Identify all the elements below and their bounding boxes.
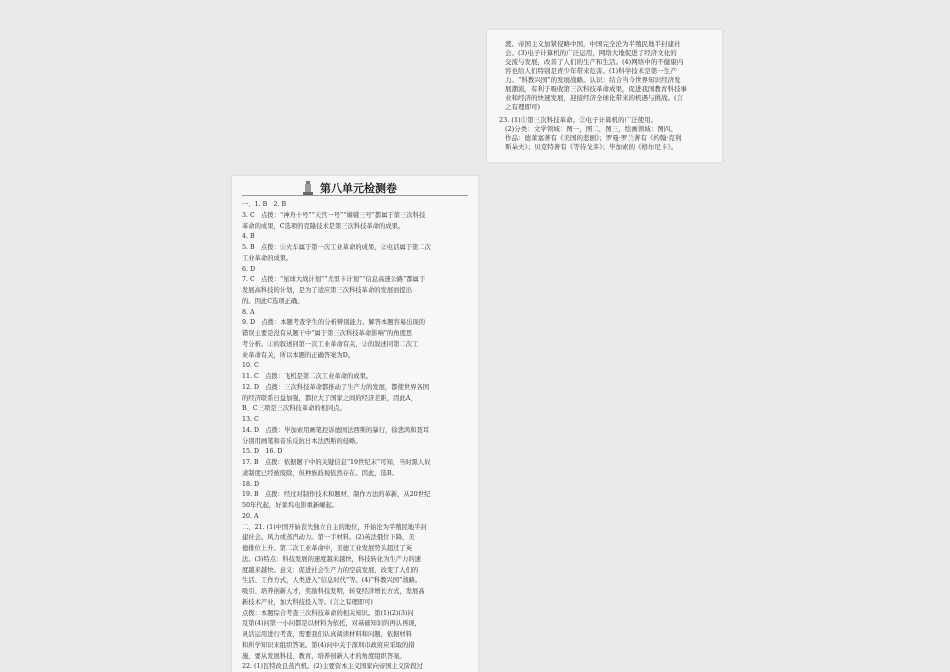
text-line: 点拨：本题综合考查三次科技革命的相关知识。第(1)(2)(3)问 [242,609,414,617]
text-line: 一、1. B 2. B [242,201,287,208]
text-line: 10. C [242,362,259,370]
text-line: 隶制度已经被废除，但种族歧视依然存在。因此，选B。 [242,469,398,477]
text-line: 14. D 点拨：毕加索用画笔控诉德国法西斯的暴行，徐悲鸿和聂耳 [242,426,430,434]
text-line: 19. B 点拨：经过对制作技术和题材、制作方法的革新，从20世纪 [242,491,431,499]
text-line: 作品：德莱塞著有《美国的悲剧》；罗曼·罗兰著有《约翰·克利 [505,134,682,142]
text-line: 斯朵夫》；贝克特著有《等待戈多》；毕加索的《格尔尼卡》。 [505,143,678,151]
text-line: 15. D 16. D [242,448,283,456]
text-line: 考分析。①的叙述同第一次工业革命有关，②的叙述同第二次工 [242,340,419,348]
text-line: 灵活运用进行考查，需要我们认真阅读材料和问题，依据材料 [242,631,413,638]
text-line: 11. C 点拨：飞机是第二次工业革命的成果。 [242,373,373,380]
text-line: 业革命有关，所以本题的正确答案为D。 [242,351,355,359]
text-line: 18. D [242,480,260,488]
text-line: 5. B 点拨：①火车属于第一次工业革命的成果，②电话属于第二次 [242,244,431,251]
text-line: 度越来越快。意义：促进社会生产力的空前发展，改变了人们的 [242,566,419,574]
text-line: 德排位上升。第二次工业革命中，美德工业发展势头超过了英 [242,545,413,552]
text-line: 分别用画笔和音乐反抗日本法西斯的侵略。 [242,437,362,445]
text-line: 生活、工作方式，人类进入“信息时代”等。(4)“科教兴国”战略。 [242,577,422,585]
text-line: 革命的成果，C选项的克隆技术是第三次科技革命的成果。 [242,222,405,230]
text-line: 错误主要是没有从题干中“属于第三次科技革命影响”的角度思 [242,330,413,337]
text-line: 发展高科技的计划，是为了适应第三次科技革命的发展而提出 [242,287,413,294]
text-line: 4. B [242,233,255,241]
text-line: 交流与发展，改善了人们的生产和生活。(4)网络中的不健康内 [505,58,684,66]
text-line: 法。(3)特点：科技发展的速度越来越快，科技转化为生产力的速 [242,555,421,563]
text-line: 及第(4)问第一小问都是以材料为依托，对基础知识的再认再现， [242,620,421,628]
text-line: 工业革命的成果。 [242,254,293,262]
text-line: 13. C [242,416,259,423]
text-line: 业和经济的快速发展，迎接经济全球化带来的机遇与挑战。(言 [505,94,684,102]
text-line: 22. (1)瓦特改良蒸汽机。(2)主要资本主义国家向帝国主义阶段过 [242,663,423,671]
text-line: 6. D [242,265,256,273]
text-line: 7. C 点拨：“星球大战计划”“尤里卡计划”“信息高速公路”都属于 [242,276,426,284]
text-line: 展潮流，有利于吸收第三次科技革命成果，促进我国教育科技事 [505,85,687,93]
text-line: 渡。帝国主义加紧侵略中国，中国完全沦为半殖民地半封建社 [505,40,681,48]
tower-icon [302,180,314,196]
text-line: 会。(3)电子计算机的广泛运用，网络大地促进了经济文化的 [505,49,677,57]
page-title: 第八单元检测卷 [320,182,397,195]
text-line: 9. D 点拨：本题考查学生的分析辨别能力。解答本题容易出现的 [242,319,426,327]
text-line: 二、21. (1)中国开始丧失独立自主的地位，开始沦为半殖民地半封 [242,523,427,531]
text-line: 12. D 点拨：三次科技革命都推动了生产力的发展，都使世界各国 [242,383,430,391]
text-line: 新技术产业，加大科技投入等。(言之有理即可) [242,598,373,606]
text-line: 建社会。风力或蒸汽动力。第一手材料。(2)英法俄位下降，美 [242,534,415,542]
text-line: 和所学知识来组织答案。第(4)问中关于深圳市政府应采取的措 [242,641,415,649]
text-line: B、C三项是三次科技革命的相同点。 [242,405,346,413]
text-line: 力。“科教兴国”的发展战略。认识：结合当今世界知识经济发 [505,76,681,84]
answer-23-line: 23. (1)①第三次科技革命。②电子计算机的广泛使用。 [499,116,658,124]
text-line: 3. C 点拨：“神舟十号”“天宫一号”“嫦娥三号”都属于第三次科技 [242,211,426,219]
text-line: 之有理即可) [505,103,541,111]
text-line: 8. A [242,308,255,316]
text-line: (2)分类：文学领域：图一，图二，图三，绘画领域：图四。 [505,125,677,133]
text-line: 的经济联系日益加强，都拉大了国家之间的经济差距，因此A、 [242,394,417,402]
answer-page-unit-8 [232,176,478,672]
text-line: 20. A [242,512,259,520]
answer-page-continuation [487,30,722,162]
text-line: 17. B 点拨：依据题干中的关键信息“19世纪末”可知，当时黑人奴 [242,459,431,466]
text-line: 吸引、培养创新人才，奖励科技发明，转变经济增长方式，发展高 [242,588,425,595]
text-line: 的。因此C选项正确。 [242,297,304,305]
text-line: 50年代起，好莱坞电影重新崛起。 [242,502,339,509]
text-line: 容也给人们特别是青少年带来危害。(1)科学技术是第一生产 [505,67,677,75]
text-line: 施，要从发展科技、教育，培养创新人才的角度组织答案。 [242,652,406,660]
title-divider [242,195,468,196]
